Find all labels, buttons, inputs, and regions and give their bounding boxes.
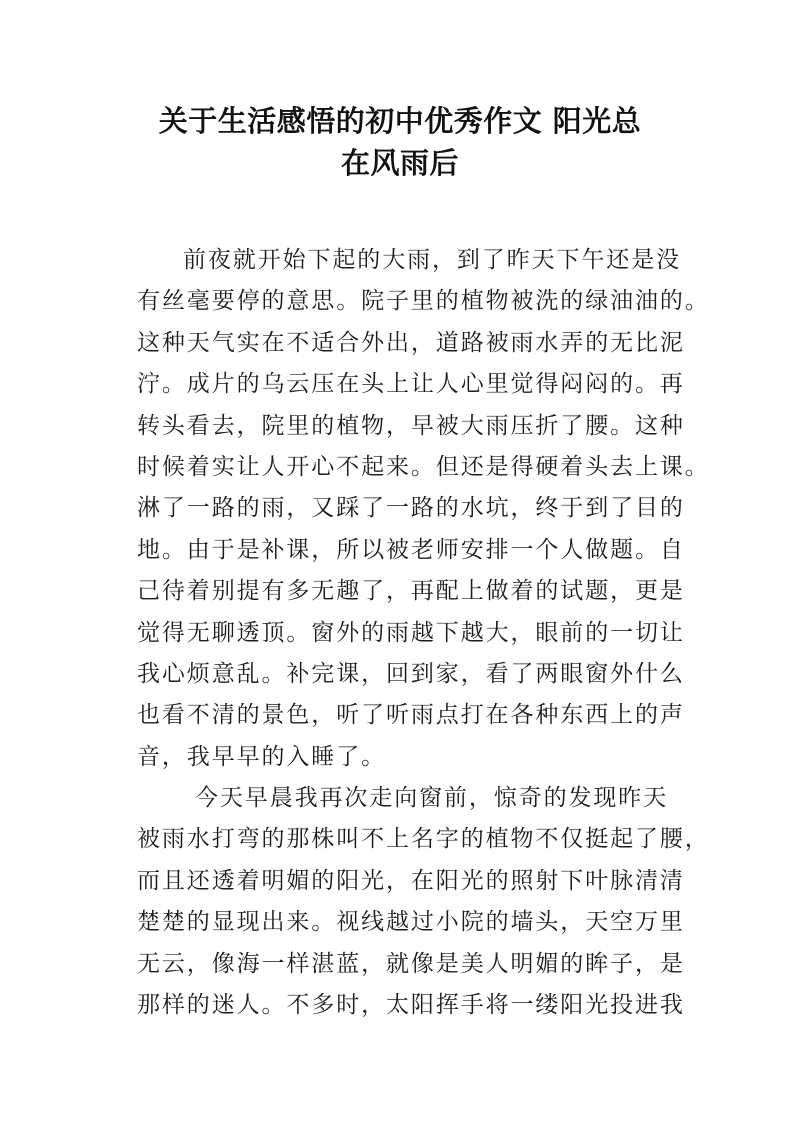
text-line: 楚楚的显现出来。视线越过小院的墙头，天空万里: [137, 909, 685, 936]
text-line: 有丝毫要停的意思。院子里的植物被洗的绿油油的。: [137, 288, 710, 315]
text-line: 音，我早早的入睡了。: [137, 743, 386, 770]
title-line-1: 关于生活感悟的初中优秀作文 阳光总: [158, 104, 642, 138]
text-line: 而且还透着明媚的阳光，在阳光的照射下叶脉清清: [137, 867, 685, 894]
text-line: 泞。成片的乌云压在头上让人心里觉得闷闷的。再: [137, 371, 685, 398]
text-line: 无云，像海一样湛蓝，就像是美人明媚的眸子，是: [137, 950, 685, 977]
text-line: 被雨水打弯的那株叫不上名字的植物不仅挺起了腰，: [137, 826, 710, 853]
text-line: 今天早晨我再次走向窗前，惊奇的发现昨天: [195, 785, 669, 812]
text-line: 时候着实让人开心不起来。但还是得硬着头去上课。: [137, 453, 710, 480]
paragraph-1: [137, 240, 710, 778]
document-title: [100, 100, 700, 184]
text-line: 这种天气实在不适合外出，道路被雨水弄的无比泥: [137, 329, 685, 356]
text-line: 地。由于是补课，所以被老师安排一个人做题。自: [137, 536, 685, 563]
text-line: 那样的迷人。不多时，太阳挥手将一缕阳光投进我: [137, 992, 685, 1019]
text-line: 淋了一路的雨，又踩了一路的水坑，终于到了目的: [137, 495, 685, 522]
text-line: 前夜就开始下起的大雨，到了昨天下午还是没: [183, 247, 681, 273]
title-line-2: 在风雨后: [340, 146, 459, 180]
text-line: 我心烦意乱。补完课，回到家，看了两眼窗外什么: [137, 660, 685, 687]
text-line: 转头看去，院里的植物，早被大雨压折了腰。这种: [137, 412, 685, 439]
text-line: 己待着别提有多无趣了，再配上做着的试题，更是: [137, 578, 685, 605]
paragraph-2: [137, 778, 710, 1026]
text-line: 觉得无聊透顶。窗外的雨越下越大，眼前的一切让: [137, 619, 685, 646]
text-line: 也看不清的景色，听了听雨点打在各种东西上的声: [137, 702, 685, 729]
essay-body: [137, 240, 710, 1026]
